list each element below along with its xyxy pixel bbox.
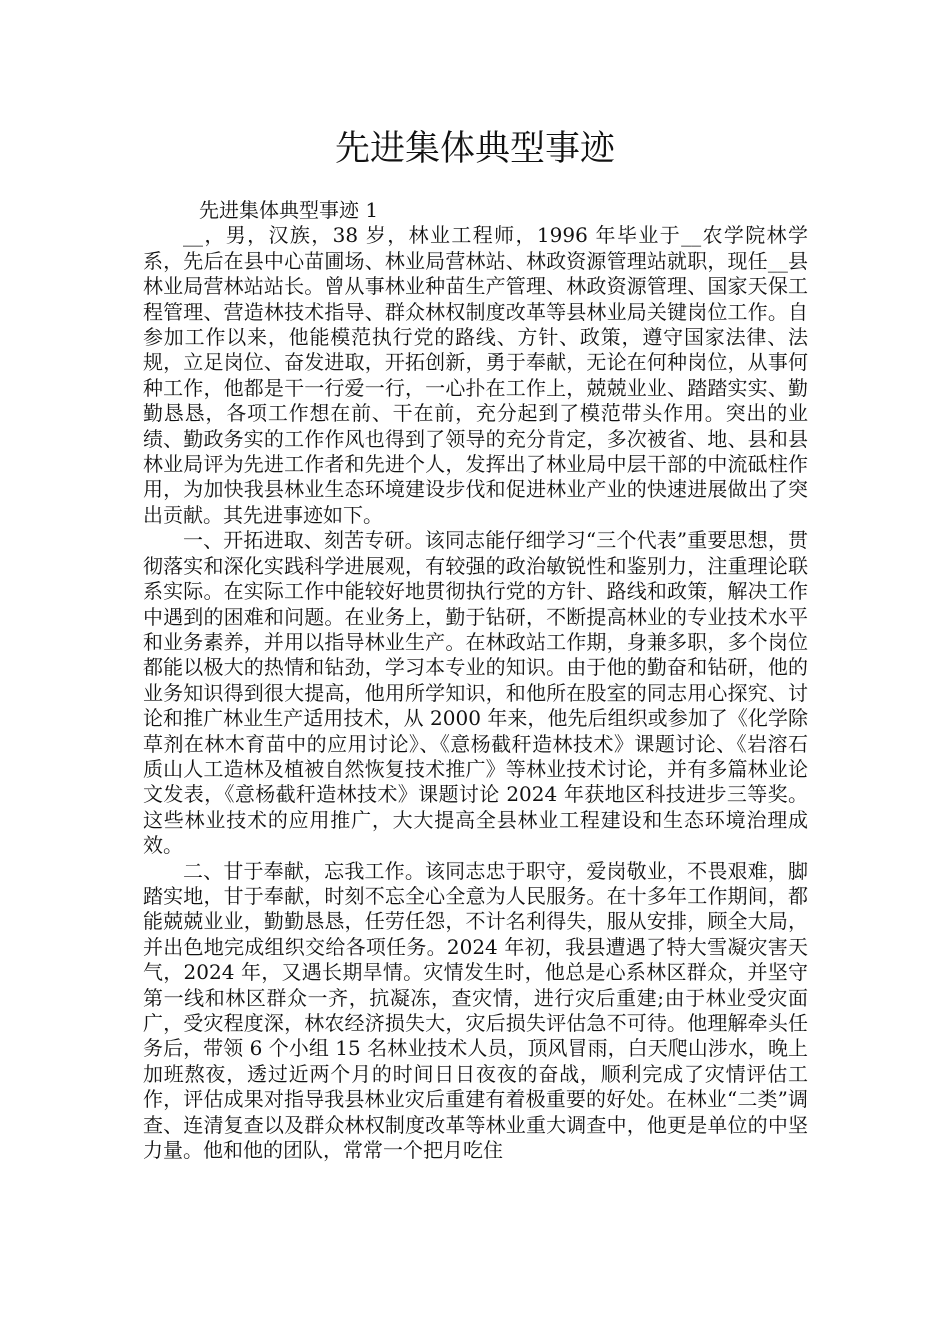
paragraph-section-one: 一、开拓进取、刻苦专研。该同志能仔细学习“三个代表”重要思想，贯彻落实和深化实践科学进展观，有较强的政治敏锐性和鉴别力，注重理论联系实际。在实际工作中能较好地贯彻执行党的方针、路线和政策，解决工作中遇到的困难和问题。在业务上，勤于钻研，不断提高林业的专业技术水平和业务素养，并用以指导林业生产。在林政站工作期，身兼多职，多个岗位都能以极大的热情和钻劲，学习本专业的知识。由于他的勤奋和钻研，他的业务知识得到很大提高，他用所学知识，和他所在股室的同志用心探究、讨论和推广林业生产适用技术，从 2000 年来，他先后组织或参加了《化学除草剂在林木育苗中的应用讨论》、《意杨截秆造林技术》课题讨论、《岩溶石质山人工造林及植被自然恢复技术推广》等林业技术讨论，并有多篇林业论文发表，《意杨截秆造林技术》课题讨论 2024 年获地区科技进步三等奖。这些林业技术的应用推广，大大提高全县林业工程建设和生态环境治理成效。 — [143, 528, 808, 858]
document-body — [143, 198, 808, 1163]
paragraph-section-two: 二、甘于奉献，忘我工作。该同志忠于职守，爱岗敬业，不畏艰难，脚踏实地，甘于奉献，时刻不忘全心全意为人民服务。在十多年工作期间，都能兢兢业业，勤勤恳恳，任劳任怨，不计名利得失，服从安排，顾全大局，并出色地完成组织交给各项任务。2024 年初，我县遭遇了特大雪凝灾害天气，2024 年，又遇长期旱情。灾情发生时，他总是心系林区群众，并坚守第一线和林区群众一齐，抗凝冻，查灾情，进行灾后重建;由于林业受灾面广，受灾程度深，林农经济损失大，灾后损失评估急不可待。他理解牵头任务后，带领 6 个小组 15 名林业技术人员，顶风冒雨，白天爬山涉水，晚上加班熬夜，透过近两个月的时间日日夜夜的奋战，顺利完成了灾情评估工作，评估成果对指导我县林业灾后重建有着极重要的好处。在林业“二类”调查、连清复查以及群众林权制度改革等林业重大调查中，他更是单位的中坚力量。他和他的团队，常常一个把月吃住 — [143, 858, 808, 1163]
paragraph-intro: __，男，汉族，38 岁，林业工程师，1996 年毕业于__农学院林学系，先后在县中心苗圃场、林业局营林站、林政资源管理站就职，现任__县林业局营林站站长。曾从事林业种苗生产管理、林政资源管理、国家天保工程管理、营造林技术指导、群众林权制度改革等县林业局关键岗位工作。自参加工作以来，他能模范执行党的路线、方针、政策，遵守国家法律、法规，立足岗位、奋发进取，开拓创新，勇于奉献，无论在何种岗位，从事何种工作，他都是干一行爱一行，一心扑在工作上，兢兢业业、踏踏实实、勤勤恳恳，各项工作想在前、干在前，充分起到了模范带头作用。突出的业绩、勤政务实的工作作风也得到了领导的充分肯定，多次被省、地、县和县林业局评为先进工作者和先进个人，发挥出了林业局中层干部的中流砥柱作用，为加快我县林业生态环境建设步伐和促进林业产业的快速进展做出了突出贡献。其先进事迹如下。 — [143, 223, 808, 527]
section-heading: 先进集体典型事迹 1 — [199, 198, 379, 222]
document-title: 先进集体典型事迹 — [334, 129, 615, 169]
